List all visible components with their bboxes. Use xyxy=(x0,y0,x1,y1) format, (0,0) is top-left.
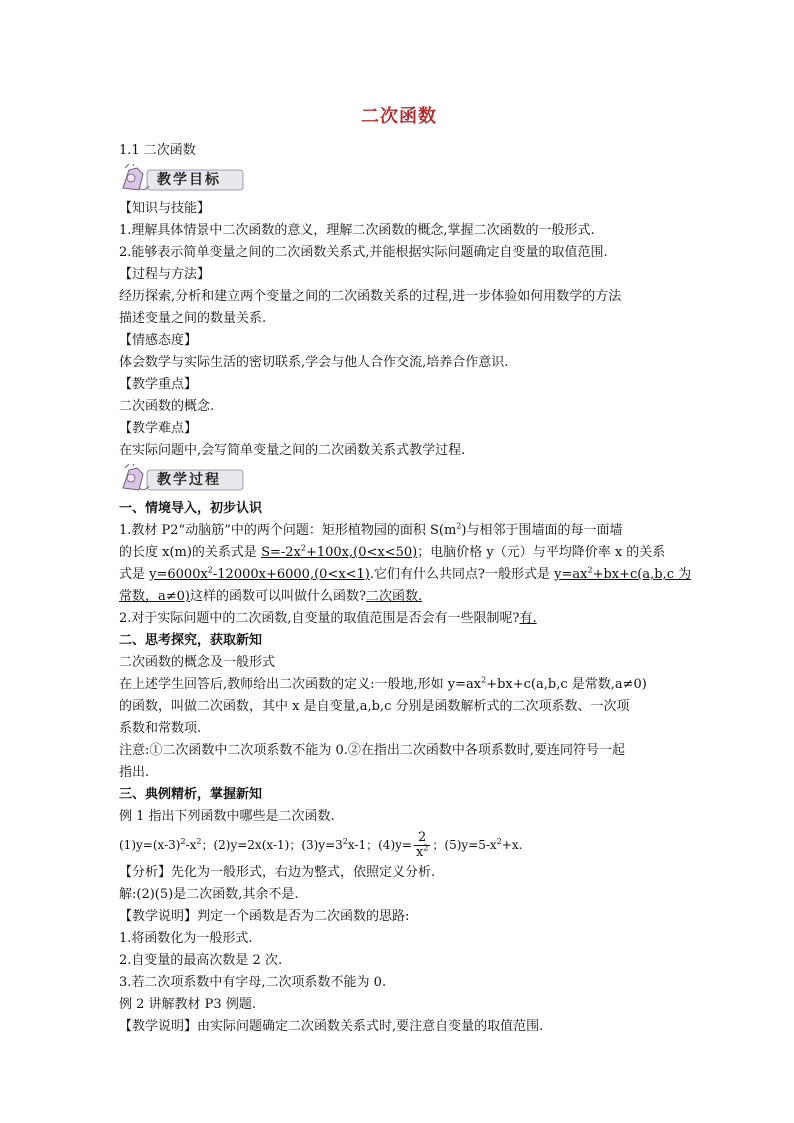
fraction: $\frac{2}{x^2}$ xyxy=(415,830,429,860)
text-line: 【教学说明】由实际问题确定二次函数关系式时,要注意自变量的取值范围. xyxy=(119,1019,544,1034)
underlined-answer: 常数，a≠0) xyxy=(119,589,190,604)
text-line: 常数，a≠0)这样的函数可以叫做什么函数?二次函数. xyxy=(119,589,423,604)
text-line: 指出. xyxy=(119,765,150,780)
text-line: 式是 $y=6000x^2-12000x+6000,(0<x<1)$.它们有什么共同点?一般形式是 $y=ax^2+bx+c(a,b,c$ 为 xyxy=(119,565,692,582)
underlined-answer: $S=-2x^2+100x,(0<x<50)$ xyxy=(261,543,418,560)
text-line: 在上述学生回答后,教师给出二次函数的定义:一般地,形如 $y=ax^2+bx+c(a,b,c$ 是常数,a≠0) xyxy=(119,675,647,692)
text-line: 1.将函数化为一般形式. xyxy=(119,931,253,946)
example-1-functions: $(1)y=(x-3)^2-x^2$；(2)y=2x(x-1)；$(3)y=3^2x-1$；(4)y= $\frac{2}{x^2}$ ；$(5)y=5-x^2+x$. xyxy=(119,830,523,860)
text-line: 二次函数的概念及一般形式 xyxy=(119,655,276,670)
text-line: 的长度 x(m)的关系式是 $S=-2x^2+100x,(0<x<50)$；电脑价格 y（元）与平均降价率 x 的关系 xyxy=(119,543,666,560)
goal-line: 1.理解具体情景中二次函数的意义，理解二次函数的概念,掌握二次函数的一般形式. xyxy=(119,223,595,238)
underlined-answer: $y=6000x^2-12000x+6000,(0<x<1)$ xyxy=(149,565,370,582)
goal-line: 体会数学与实际生活的密切联系,学会与他人合作交流,培养合作意识. xyxy=(119,355,509,370)
heading-emotion-attitude: 【情感态度】 xyxy=(119,333,198,348)
text-line: 2.自变量的最高次数是 2 次. xyxy=(119,953,283,968)
banner-teaching-process xyxy=(119,464,679,494)
document-page xyxy=(119,104,692,1038)
heading-knowledge-skills: 【知识与技能】 xyxy=(119,201,211,216)
text-line: 1.教材 P2“动脑筋”中的两个问题：矩形植物园的面积 $S(m^2)$与相邻于围墙面的每一面墙 xyxy=(119,521,623,538)
text-line: 2.对于实际问题中的二次函数,自变量的取值范围是否会有一些限制呢?有. xyxy=(119,611,537,626)
page-title: 二次函数 xyxy=(361,106,437,127)
example-2: 例 2 讲解教材 P3 例题. xyxy=(119,997,256,1012)
text-line: 3.若二次项系数中有字母,二次项系数不能为 0. xyxy=(119,975,387,990)
text-line: 【分析】先化为一般形式，右边为整式，依照定义分析. xyxy=(119,865,436,880)
text-line: 【教学说明】判定一个函数是否为二次函数的思路: xyxy=(119,909,410,924)
text-line: 的函数，叫做二次函数，其中 x 是自变量,a,b,c 分别是函数解析式的二次项系数、一次项 xyxy=(119,699,630,714)
banner-teaching-goals xyxy=(119,164,679,194)
heading-teaching-difficulty: 【教学难点】 xyxy=(119,421,198,436)
example-1: 例 1 指出下列函数中哪些是二次函数. xyxy=(119,809,335,824)
goal-line: 2.能够表示简单变量之间的二次函数关系式,并能根据实际问题确定自变量的取值范围. xyxy=(119,245,608,260)
heading-process-methods: 【过程与方法】 xyxy=(119,267,211,282)
underlined-answer: $y=ax^2+bx+c(a,b,c$ 为 xyxy=(554,565,692,582)
goal-line: 经历探索,分析和建立两个变量之间的二次函数关系的过程,进一步体验如何用数学的方法 xyxy=(119,289,622,304)
section-3-heading: 三、典例精析，掌握新知 xyxy=(119,787,263,802)
text-line: 注意:①二次函数中二次项系数不能为 0.②在指出二次函数中各项系数时,要连同符号一起 xyxy=(119,743,626,758)
goal-line: 在实际问题中,会写简单变量之间的二次函数关系式教学过程. xyxy=(119,443,466,458)
section-1-heading: 一、情境导入，初步认识 xyxy=(119,501,263,516)
section-2-heading: 二、思考探究，获取新知 xyxy=(119,633,263,648)
underlined-answer: 有. xyxy=(519,611,537,626)
section-heading: 1.1 二次函数 xyxy=(119,143,196,158)
banner-label: 教学目标 xyxy=(157,172,221,188)
text-line: 系数和常数项. xyxy=(119,721,202,736)
text-line: 解:(2)(5)是二次函数,其余不是. xyxy=(119,887,299,902)
underlined-answer: 二次函数. xyxy=(365,589,423,604)
goal-line: 描述变量之间的数量关系. xyxy=(119,311,267,326)
banner-label: 教学过程 xyxy=(157,472,221,488)
goal-line: 二次函数的概念. xyxy=(119,399,215,414)
heading-teaching-focus: 【教学重点】 xyxy=(119,377,198,392)
